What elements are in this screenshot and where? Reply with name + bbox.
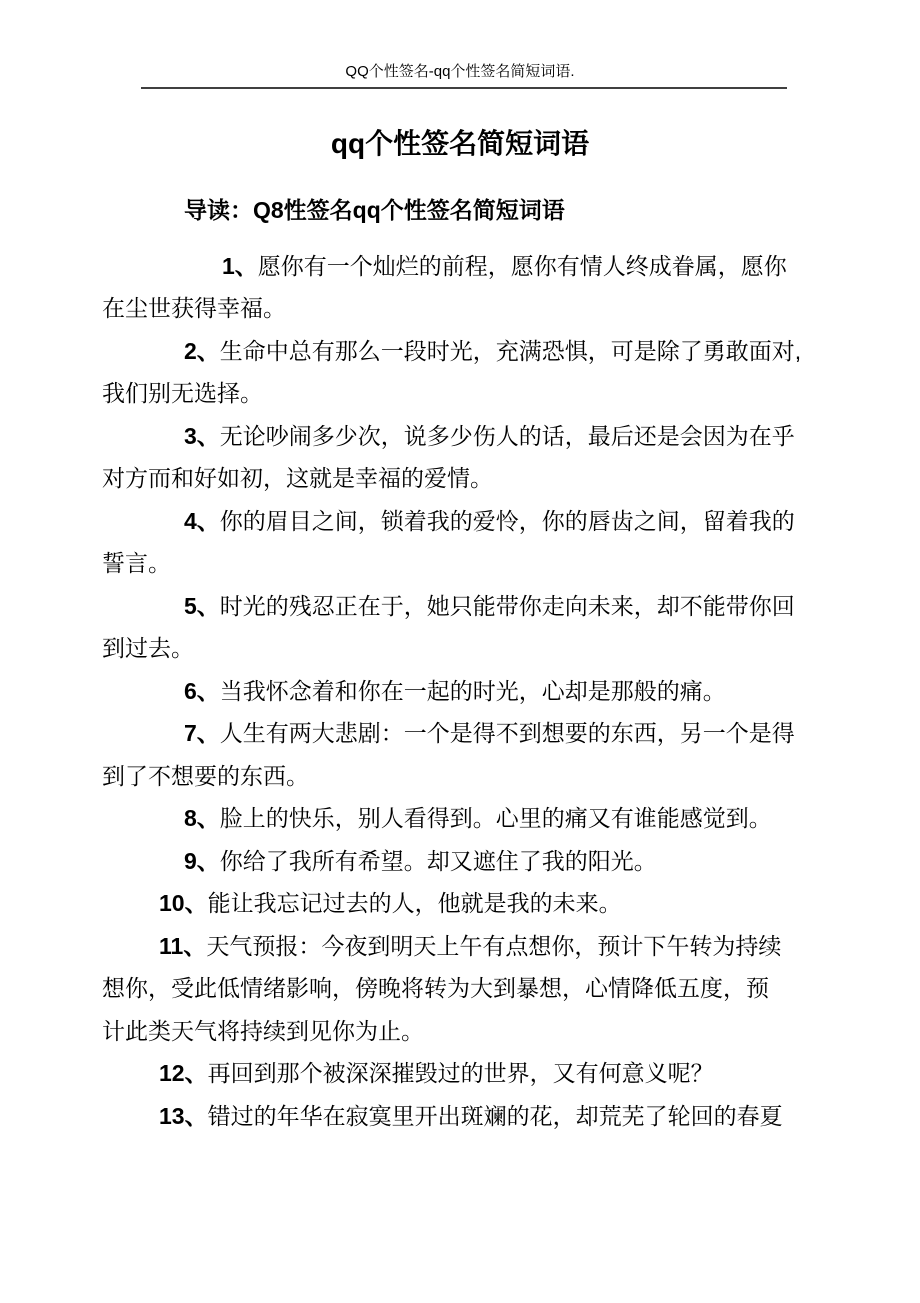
list-item xyxy=(102,245,820,330)
item-number: 9、 xyxy=(184,847,220,874)
item-line xyxy=(102,712,820,755)
item-number: 10、 xyxy=(159,890,208,916)
list-item xyxy=(102,330,820,415)
list-item xyxy=(102,840,820,883)
list-item xyxy=(102,882,820,925)
lead-text: Q8性签名qq个性签名简短词语 xyxy=(253,197,565,223)
item-text: 你的眉目之间，锁着我的爱怜，你的唇齿之间，留着我的 xyxy=(219,507,795,534)
list-item xyxy=(102,500,820,585)
item-line xyxy=(102,670,820,713)
item-line: 到了不想要的东西。 xyxy=(102,762,309,789)
item-line xyxy=(102,882,820,925)
item-text: 再回到那个被深深摧毁过的世界，又有何意义呢？ xyxy=(207,1060,714,1086)
list-item xyxy=(102,670,820,713)
item-line xyxy=(102,585,820,628)
item-text: 你给了我所有希望。却又遮住了我的阳光。 xyxy=(219,847,657,874)
item-text: 天气预报：今夜到明天上午有点想你，预计下午转为持续 xyxy=(206,932,782,959)
item-number: 12、 xyxy=(159,1060,208,1086)
list-item xyxy=(102,415,820,500)
item-text: 脸上的快乐，别人看得到。心里的痛又有谁能感觉到。 xyxy=(219,805,772,831)
item-text: 人生有两大悲剧：一个是得不到想要的东西，另一个是得 xyxy=(219,720,795,746)
item-line xyxy=(102,840,820,883)
item-line xyxy=(102,925,820,968)
item-text: 时光的残忍正在于，她只能带你走向未来，却不能带你回 xyxy=(219,592,795,619)
item-number: 11、 xyxy=(159,932,207,959)
item-line xyxy=(102,1052,820,1095)
item-text: 愿你有一个灿烂的前程，愿你有情人终成眷属，愿你 xyxy=(257,252,787,279)
item-number: 3、 xyxy=(184,422,220,449)
lead-label: 导读： xyxy=(184,197,253,223)
list-item xyxy=(102,1095,820,1138)
item-line: 到过去。 xyxy=(102,635,194,661)
item-text: 能让我忘记过去的人，他就是我的未来。 xyxy=(207,890,622,916)
list-item xyxy=(102,585,820,670)
item-line: 想你，受此低情绪影响，傍晚将转为大到暴想，心情降低五度，预 xyxy=(102,975,769,1001)
item-number: 1、 xyxy=(222,252,258,279)
item-line: 在尘世获得幸福。 xyxy=(102,295,286,321)
item-text: 错过的年华在寂寞里开出斑斓的花，却荒芜了轮回的春夏 xyxy=(207,1102,783,1129)
header-divider xyxy=(141,87,787,89)
item-line xyxy=(102,415,820,458)
item-number: 8、 xyxy=(184,805,220,831)
item-line xyxy=(102,330,820,373)
item-number: 2、 xyxy=(184,337,220,364)
item-text: 无论吵闹多少次，说多少伤人的话，最后还是会因为在乎 xyxy=(219,422,795,449)
signature-list xyxy=(102,245,820,1138)
list-item xyxy=(102,925,820,1053)
item-line xyxy=(102,500,820,543)
item-text: 当我怀念着和你在一起的时光，心却是那般的痛。 xyxy=(219,677,726,704)
page-title: qq个性签名简短词语 xyxy=(330,128,590,159)
item-line xyxy=(102,797,820,840)
item-line: 对方而和好如初，这就是幸福的爱情。 xyxy=(102,465,493,491)
list-item xyxy=(102,712,820,797)
item-number: 4、 xyxy=(184,507,220,534)
item-number: 6、 xyxy=(184,677,220,704)
item-text: 生命中总有那么一段时光，充满恐惧，可是除了勇敢面对, xyxy=(219,337,802,364)
item-line: 计此类天气将持续到见你为止。 xyxy=(102,1017,424,1044)
list-item xyxy=(102,797,820,840)
item-line: 誓言。 xyxy=(102,550,171,576)
lead-paragraph xyxy=(102,189,820,232)
item-number: 13、 xyxy=(159,1102,208,1129)
item-line xyxy=(102,1095,820,1138)
item-number: 7、 xyxy=(184,720,220,746)
item-line xyxy=(102,245,820,288)
item-line: 我们别无选择。 xyxy=(102,380,263,406)
list-item xyxy=(102,1052,820,1095)
page-header-text: QQ个性签名-qq个性签名简短词语. xyxy=(345,63,575,80)
item-number: 5、 xyxy=(184,592,220,619)
